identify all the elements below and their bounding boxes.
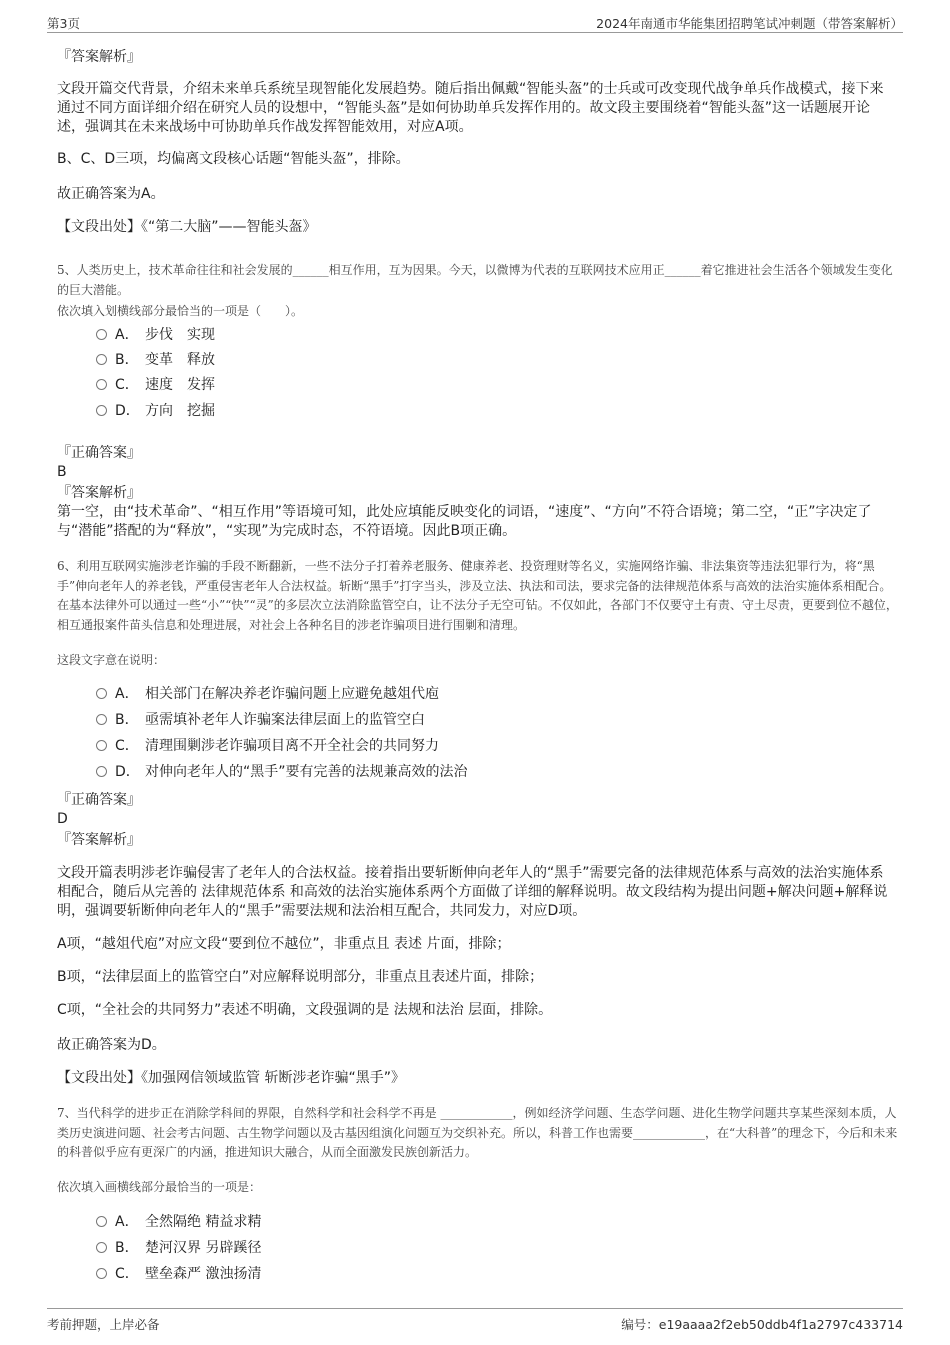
analysis-text: 文段开篇表明涉老诈骗侵害了老年人的合法权益。接着指出要斩断伸向老年人的“黑手”需要完备的法律规范体系与高效的法治实施体系相配合，随后从完善的 法律规范体系 和高效的法治实施体系两个方面做了详细的解释说明。故文段结构为提出问题+解决问题+解释说明，强调要斩断伸向老年人的“黑手”需要法规和法治相互配合，共同发力，对应D项。	[57, 865, 888, 919]
question-5-option-d[interactable]: D． 方向 挖掘	[96, 401, 215, 421]
question-7-option-b[interactable]: B． 楚河汉界 另辟蹊径	[96, 1238, 261, 1258]
question-5-option-b[interactable]: B． 变革 释放	[96, 350, 215, 370]
analysis-label: 『答案解析』	[57, 832, 141, 848]
question-6-option-b[interactable]: B． 亟需填补老年人诈骗案法律层面上的监管空白	[96, 710, 425, 730]
radio-icon[interactable]	[96, 354, 107, 365]
source-text: 【文段出处】《“第二大脑”——智能头盔》	[57, 219, 317, 235]
analysis-label: 『答案解析』	[57, 49, 141, 65]
exclusion-b: B项，“法律层面上的监管空白”对应解释说明部分，非重点且表述片面，排除；	[57, 969, 544, 985]
radio-icon[interactable]	[96, 1268, 107, 1279]
radio-icon[interactable]	[96, 1242, 107, 1253]
question-5-option-c[interactable]: C． 速度 发挥	[96, 375, 215, 395]
analysis-label: 『答案解析』	[57, 485, 141, 501]
question-6-option-a[interactable]: A． 相关部门在解决养老诈骗问题上应避免越俎代庖	[96, 684, 439, 704]
question-6-option-d[interactable]: D． 对伸向老年人的“黑手”要有完善的法规兼高效的法治	[96, 762, 468, 782]
question-7-prompt: 依次填入画横线部分最恰当的一项是：	[57, 1180, 262, 1194]
question-6-prompt: 这段文字意在说明：	[57, 653, 166, 667]
document-id: 编号：e19aaaa2f2eb50ddb4f1a2797c433714	[621, 1317, 903, 1332]
source-text: 【文段出处】《加强网信领域监管 斩断涉老诈骗“黑手”》	[57, 1070, 405, 1086]
analysis-text: 文段开篇交代背景，介绍未来单兵系统呈现智能化发展趋势。随后指出佩戴“智能头盔”的士兵或可改变现代战争单兵作战模式，接下来通过不同方面详细介绍在研究人员的设想中，“智能头盔”是如何协助单兵发挥作用的。故文段主要围绕着“智能头盔”这一话题展开论述，强调其在未来战场中可协助单兵作战发挥智能效用，对应A项。	[57, 81, 884, 135]
radio-icon[interactable]	[96, 714, 107, 725]
question-5-option-a[interactable]: A． 步伐 实现	[96, 325, 215, 345]
answer-label: 『正确答案』	[57, 792, 141, 808]
exclusion-text: B、C、D三项，均偏离文段核心话题“智能头盔”，排除。	[57, 151, 410, 167]
exclusion-a: A项，“越俎代庖”对应文段“要到位不越位”，非重点且 表述 片面，排除；	[57, 936, 511, 952]
answer-label: 『正确答案』	[57, 445, 141, 461]
conclusion-text: 故正确答案为D。	[57, 1037, 166, 1053]
footer-slogan: 考前押题，上岸必备	[47, 1317, 160, 1332]
question-7-stem: 7、当代科学的进步正在消除学科间的界限，自然科学和社会科学不再是 ____________，例如经济学问题、生态学问题、进化生物学问题共享某些深刻本质，人类历史演进问题、社会考古问题、古生物学问题以及古基因组演化问题互为交织补充。所以，科普工作也需要____________，在“大科普”的理念下，今后和未来的科普似乎应有更深广的内涵，推进知识大融合，从而全面激发民族创新活力。	[57, 1106, 898, 1159]
page-footer	[47, 1308, 903, 1332]
answer-value: B	[57, 464, 67, 480]
document-title: 2024年南通市华能集团招聘笔试冲刺题（带答案解析）	[596, 16, 903, 31]
question-5-stem: 5、人类历史上，技术革命往往和社会发展的______相互作用，互为因果。今天，以微博为代表的互联网技术应用正______着它推进社会生活各个领域发生变化的巨大潜能。	[57, 263, 893, 297]
radio-icon[interactable]	[96, 405, 107, 416]
question-5-prompt: 依次填入划横线部分最恰当的一项是（ ）。	[57, 304, 304, 318]
question-7-option-a[interactable]: A． 全然隔绝 精益求精	[96, 1212, 261, 1232]
analysis-text: 第一空，由“技术革命”、“相互作用”等语境可知，此处应填能反映变化的词语，“速度”、“方向”不符合语境；第二空，“正”字决定了与“潜能”搭配的为“释放”，“实现”为完成时态，不符语境。因此B项正确。	[57, 504, 872, 539]
question-6-stem: 6、利用互联网实施涉老诈骗的手段不断翻新，一些不法分子打着养老服务、健康养老、投资理财等名义，实施网络诈骗、非法集资等违法犯罪行为，将“黑手”伸向老年人的养老钱，严重侵害老年人合法权益。斩断“黑手”打字当头，涉及立法、执法和司法，要求完备的法律规范体系与高效的法治实施体系相配合。在基本法律外可以通过一些“小”“快”“灵”的多层次立法消除监管空白，让不法分子无空可钻。不仅如此，各部门不仅要守土有责、守土尽责，更要到位不越位，相互通报案件苗头信息和处理进展，对社会上各种名目的涉老诈骗项目进行围剿和清理。	[57, 559, 898, 632]
radio-icon[interactable]	[96, 740, 107, 751]
exclusion-c: C项，“全社会的共同努力”表述不明确，文段强调的是 法规和法治 层面，排除。	[57, 1002, 553, 1018]
radio-icon[interactable]	[96, 379, 107, 390]
page-number: 第3页	[47, 16, 80, 31]
radio-icon[interactable]	[96, 329, 107, 340]
radio-icon[interactable]	[96, 1216, 107, 1227]
page-header	[47, 14, 903, 33]
conclusion-text: 故正确答案为A。	[57, 186, 165, 202]
radio-icon[interactable]	[96, 766, 107, 777]
radio-icon[interactable]	[96, 688, 107, 699]
answer-value: D	[57, 811, 68, 827]
question-6-option-c[interactable]: C． 清理围剿涉老诈骗项目离不开全社会的共同努力	[96, 736, 439, 756]
question-7-option-c[interactable]: C． 壁垒森严 激浊扬清	[96, 1264, 261, 1284]
